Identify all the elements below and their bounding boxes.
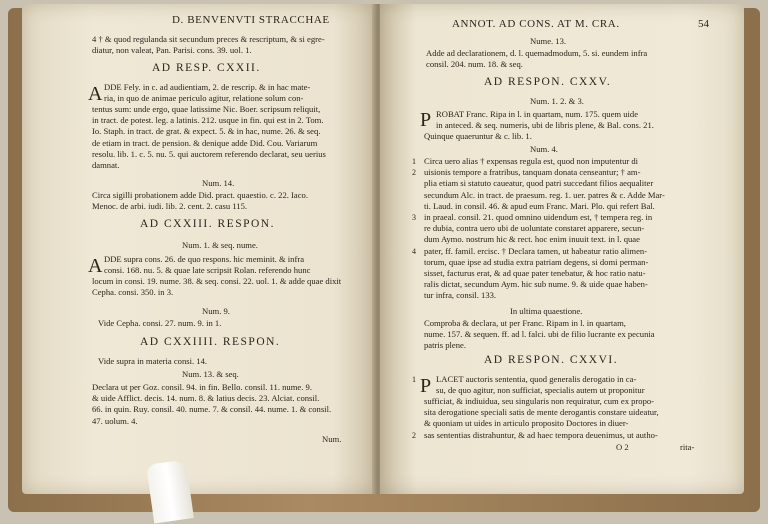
- text-line: patris plene.: [424, 340, 466, 351]
- text-line: de etiam in tract. de pension. & denique adde Did. Cou. Variarum: [92, 137, 318, 148]
- text-line: LACET auctoris sententia, quod generalis derogatio in ca-: [436, 374, 637, 384]
- text-line: tentus sum: unde ergo, quae latissime Nic. Boer. scripsum reliquit,: [92, 104, 321, 114]
- section-body: [104, 254, 366, 276]
- text-line: in praeal. consil. 21. quod omnino uidendum est, † tempera reg. in: [424, 211, 653, 222]
- section-body: [92, 382, 366, 427]
- text-line: sisset, facturus erat, & ad quae pater tenebatur, & hoc ratio natu-: [424, 267, 646, 278]
- text-line: & quoniam ut uides in articulo proposito Doctores in diuer-: [424, 418, 629, 429]
- section-body: [104, 82, 366, 104]
- text-line: ria, in quo de animae periculo agitur, relatione solum con-: [104, 93, 304, 104]
- margin-number: 1: [412, 157, 416, 166]
- text-line: ralis dictat, secundum Aym. hic sub nume. 9. & uide quae haben-: [424, 279, 648, 290]
- text-line: torum, quae ipse ad studia extra patriam degens, si domi perman-: [424, 256, 649, 267]
- margin-number: 2: [412, 168, 416, 178]
- text-line: 47. uolum. 4.: [92, 415, 138, 426]
- text-line: diatur, non valeat, Pan. Parisi. cons. 39. uol. 1.: [92, 45, 252, 56]
- section-heading: AD RESP. CXXII.: [152, 62, 261, 74]
- section-body: [424, 318, 728, 352]
- left-page: [22, 4, 376, 494]
- margin-number: [406, 201, 416, 212]
- section-heading: AD CXXIIII. RESPON.: [140, 336, 281, 348]
- catchword: rita-: [680, 442, 695, 452]
- section-heading: AD CXXIII. RESPON.: [140, 218, 275, 230]
- text-line: Circa uero alias † expensas regula est, quod non imputentur di: [424, 156, 639, 166]
- text-line: nume. 157. & sequen. ff. ad l. falci. ubi de filio lucrante ex pecunia: [424, 329, 655, 340]
- text-line: Declara ut per Goz. consil. 94. in fin. Bello. consil. 11. nume. 9.: [92, 382, 312, 392]
- text-line: DDE Fely. in c. ad audientiam, 2. de rescrip. & in hac mate-: [104, 82, 311, 92]
- section-heading: AD RESPON. CXXVI.: [484, 354, 619, 366]
- right-running-head: ANNOT. AD CONS. AT M. CRA.: [452, 18, 620, 30]
- margin-number: 3: [412, 212, 416, 222]
- text-line: ROBAT Franc. Ripa in l. in quartam, num. 175. quem uide: [436, 109, 639, 119]
- text-line: su, de quo agitur, non sufficiat, specialis autem ut proponitur: [436, 385, 645, 396]
- text-line: ti. Laud. in consil. 46. & apud eum Franc. Mari. Plo. qui refert Bal.: [424, 200, 655, 211]
- text-line: Adde ad declarationem, d. l. quemadmodum, 5. si. eundem infra: [426, 48, 648, 58]
- num-label: Nume. 13.: [530, 36, 567, 46]
- text-line: Circa sigilli probationem adde Did. pract. quaestio. c. 22. Iaco.: [92, 190, 308, 200]
- margin-number: [406, 419, 416, 430]
- section-heading: AD RESPON. CXXV.: [484, 76, 612, 88]
- text-line: locum in consi. 19. nume. 38. & seq. consi. 22. uol. 1. & adde quae dixit: [92, 276, 342, 286]
- margin-numbers: [406, 374, 416, 441]
- section-body: Quinque quaeruntur & c. lib. 1.: [424, 131, 532, 141]
- drop-capital: P: [420, 375, 432, 397]
- text-line: & uide Afflict. decis. 14. num. 8. & latius decis. 23. Alciat. consil.: [92, 393, 320, 404]
- text-line: pater, ff. famil. ercisc. † Declara tamen, ut habeatur ratio alimen-: [424, 245, 648, 256]
- bookmark-ribbon: [146, 460, 194, 524]
- margin-number: 1: [412, 375, 416, 384]
- section-body: [436, 374, 728, 396]
- num-label: Num. 13. & seq.: [182, 369, 239, 379]
- num-label: Num. 9.: [202, 306, 230, 316]
- text-line: Comproba & declara, ut per Franc. Ripam in l. in quartam,: [424, 318, 626, 328]
- signature-mark: O 2: [616, 442, 629, 452]
- quaestio-label: In ultima quaestione.: [510, 306, 583, 316]
- margin-number: [406, 385, 416, 396]
- margin-number: [406, 234, 416, 245]
- margin-number: [406, 396, 416, 407]
- section-body: [92, 276, 366, 298]
- section-body: [436, 109, 728, 131]
- num-label: Num. 1. 2. & 3.: [530, 96, 584, 106]
- text-line: secundum Alc. in tract. de praesum. reg. 1. uer. patres & c. Adde Mar-: [424, 189, 665, 200]
- text-line: sufficiat, & indiuidua, seu singularis non requiratur, cum ex propo-: [424, 396, 655, 406]
- text-line: sas sententias distrahuntur, & ad haec tempora deuenimus, ut autho-: [424, 429, 658, 440]
- page-number: 54: [698, 18, 709, 30]
- section-body: Vide Cepha. consi. 27. num. 9. in 1.: [98, 318, 222, 328]
- margin-numbers: [406, 156, 416, 257]
- text-line: in anteced. & seq. numeris, ubi de libris plene, & Bal. cons. 21.: [436, 120, 654, 131]
- drop-capital: P: [420, 109, 432, 131]
- text-line: uisionis tempore a fratribus, tanquam donata censeantur; † am-: [424, 167, 641, 178]
- num-label: Num. 1. & seq. nume.: [182, 240, 258, 250]
- text-line: Io. Staph. in tract. de grat. & expect. 5. & in hac, nume. 26. & seq.: [92, 126, 321, 137]
- margin-number: [406, 223, 416, 234]
- text-line: Menoc. de arbi. iudi. lib. 2. cent. 2. casu 115.: [92, 201, 248, 212]
- num-label: Num. 14.: [202, 178, 235, 188]
- margin-number: [406, 178, 416, 189]
- text-line: in tract. de potest. leg. a latinis. 212. usque in fin. qui est in 2. Tom.: [92, 115, 324, 126]
- left-intro-text: [92, 34, 362, 56]
- catchword: Num.: [322, 434, 342, 444]
- text-line: consil. 204. num. 18. & seq.: [426, 59, 523, 70]
- right-intro-text: [426, 48, 726, 70]
- text-line: resolu. lib. 1. c. 5. nu. 5. qui auctorem referendo declarat, seu uerius: [92, 148, 326, 159]
- text-line: re dubia, contra uero ubi de uoluntate constaret apparere, secun-: [424, 223, 645, 234]
- section-body: [92, 190, 366, 212]
- text-line: tur infra, consil. 133.: [424, 290, 497, 301]
- text-line: dum Aymo. nostrum hic & rect. hoc enim inuuit text. in l. quae: [424, 234, 640, 245]
- margin-number: [406, 408, 416, 419]
- section-body: Vide supra in materia consi. 14.: [98, 356, 208, 366]
- text-line: consi. 168. nu. 5. & quae late scripsit Rolan. referendo hunc: [104, 265, 311, 276]
- text-line: 66. in quin. Ruy. consil. 40. nume. 7. & consil. 44. nume. 1. & consil.: [92, 404, 332, 415]
- section-body: [424, 396, 728, 441]
- text-line: damnat.: [92, 159, 120, 170]
- text-line: DDE supra cons. 26. de quo respons. hic meminit. & infra: [104, 254, 305, 264]
- section-body: [424, 156, 728, 301]
- margin-number: 4: [412, 246, 416, 256]
- drop-capital: A: [88, 255, 103, 277]
- drop-capital: A: [88, 83, 103, 105]
- left-running-head: D. BENVENVTI STRACCHAE: [172, 14, 330, 26]
- margin-number: 2: [412, 430, 416, 440]
- text-line: Cepha. consi. 350. in 3.: [92, 287, 174, 298]
- margin-number: [406, 190, 416, 201]
- right-page: [380, 4, 744, 494]
- num-label: Num. 4.: [530, 144, 558, 154]
- text-line: sita derogatione speciali satis de mente derogantis constare uideatur,: [424, 407, 659, 418]
- section-body: [92, 104, 366, 171]
- text-line: plia etiam si statuto caueatur, quod patri succedant filios aequaliter: [424, 178, 654, 189]
- text-line: 4 † & quod regulanda sit secundum preces & rescriptum, & si egre-: [92, 34, 325, 44]
